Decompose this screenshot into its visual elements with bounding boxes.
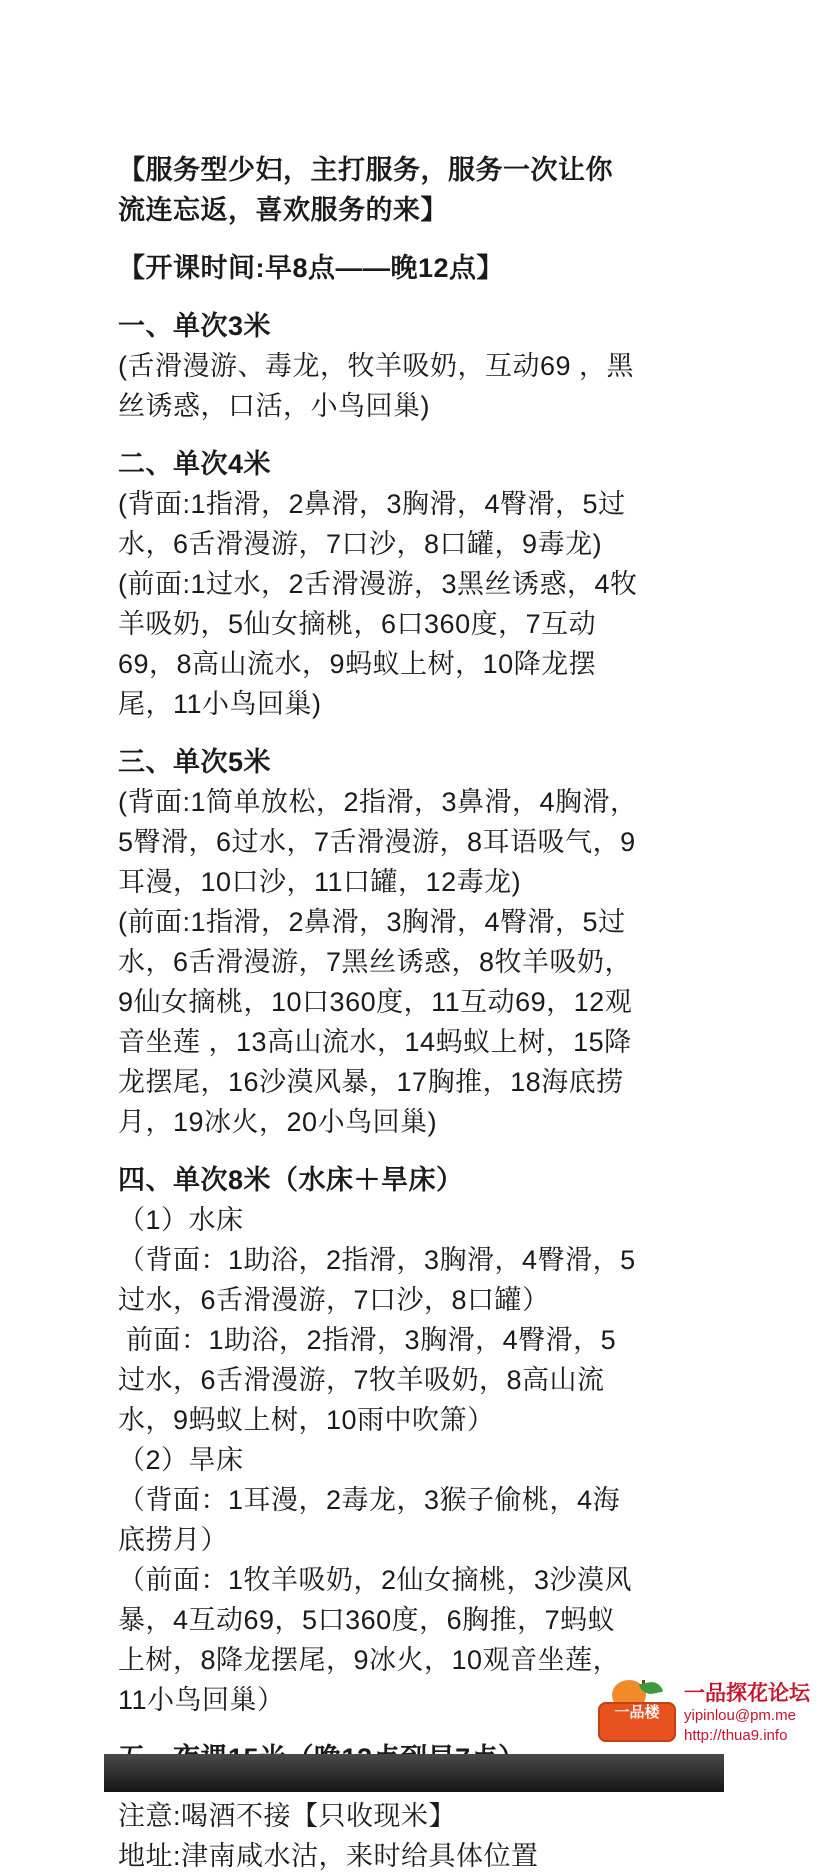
footer-note: 注意:喝酒不接【只收现米】: [118, 1801, 457, 1831]
document-body: [118, 150, 638, 1876]
section-2-line-1: (背面:1指滑，2鼻滑，3胸滑，4臀滑，5过水，6舌滑漫游，7口沙，8口罐，9毒龙): [118, 489, 626, 559]
section-4-line-1: （1）水床: [118, 1205, 244, 1235]
section-1: [118, 306, 638, 426]
header-line-2: 【开课时间:早8点——晚12点】: [118, 253, 505, 283]
section-4-line-3: 前面：1助浴，2指滑，3胸滑，4臀滑，5过水，6舌滑漫游，7牧羊吸奶，8高山流水，9蚂蚁上树，10雨中吹箫）: [118, 1325, 617, 1435]
header-block: [118, 150, 638, 230]
watermark: [598, 1680, 810, 1746]
section-4-line-2: （背面：1助浴，2指滑，3胸滑，4臀滑，5过水，6舌滑漫游，7口沙，8口罐）: [118, 1245, 636, 1315]
watermark-email: yipinlou@pm.me: [684, 1707, 796, 1724]
photo-strip: [104, 1754, 724, 1792]
section-3-line-2: (前面:1指滑，2鼻滑，3胸滑，4臀滑，5过水，6舌滑漫游，7黑丝诱惑，8牧羊吸奶，9仙女摘桃，10口360度，11互动69，12观音坐莲 ，13高山流水，14蚂蚁上树，15降龙摆尾，16沙漠风暴，17胸推，18海底捞月，19冰火，20小鸟回巢): [118, 907, 633, 1137]
section-4: [118, 1160, 638, 1720]
section-4-line-4: （2）旱床: [118, 1445, 244, 1475]
section-4-title: 四、单次8米（水床＋旱床）: [118, 1165, 464, 1195]
watermark-site-name: 一品探花论坛: [684, 1682, 810, 1705]
section-3-line-1: (背面:1简单放松，2指滑，3鼻滑，4胸滑，5臀滑，6过水，7舌滑漫游，8耳语吸气，9耳漫，10口沙，11口罐，12毒龙): [118, 787, 638, 897]
watermark-text: [684, 1680, 810, 1746]
section-3: [118, 742, 638, 1142]
section-2-title: 二、单次4米: [118, 449, 272, 479]
schedule-block: [118, 248, 638, 288]
watermark-url: http://thua9.info: [684, 1727, 788, 1744]
section-3-title: 三、单次5米: [118, 747, 272, 777]
logo-plate-label: 一品楼: [614, 1704, 660, 1721]
section-2-line-2: (前面:1过水，2舌滑漫游，3黑丝诱惑，4牧羊吸奶，5仙女摘桃，6口360度，7互动69，8高山流水，9蚂蚁上树，10降龙摆尾，11小鸟回巢): [118, 569, 638, 719]
logo-icon: [598, 1680, 676, 1742]
section-4-line-5: （背面：1耳漫，2毒龙，3猴子偷桃，4海底捞月）: [118, 1485, 621, 1555]
section-4-line-6: （前面：1牧羊吸奶，2仙女摘桃，3沙漠风暴，4互动69，5口360度，6胸推，7蚂蚁上树，8降龙摆尾，9冰火，10观音坐莲，11小鸟回巢）: [118, 1565, 633, 1715]
section-2: [118, 444, 638, 724]
section-1-title: 一、单次3米: [118, 311, 272, 341]
footer-block: [118, 1796, 638, 1876]
section-1-line-1: (舌滑漫游、毒龙，牧羊吸奶，互动69 ，黑丝诱惑，口活，小鸟回巢): [118, 351, 635, 421]
header-line-1: 【服务型少妇，主打服务，服务一次让你流连忘返，喜欢服务的来】: [118, 155, 613, 225]
footer-address: 地址:津南咸水沽，来时给具体位置: [118, 1841, 539, 1871]
